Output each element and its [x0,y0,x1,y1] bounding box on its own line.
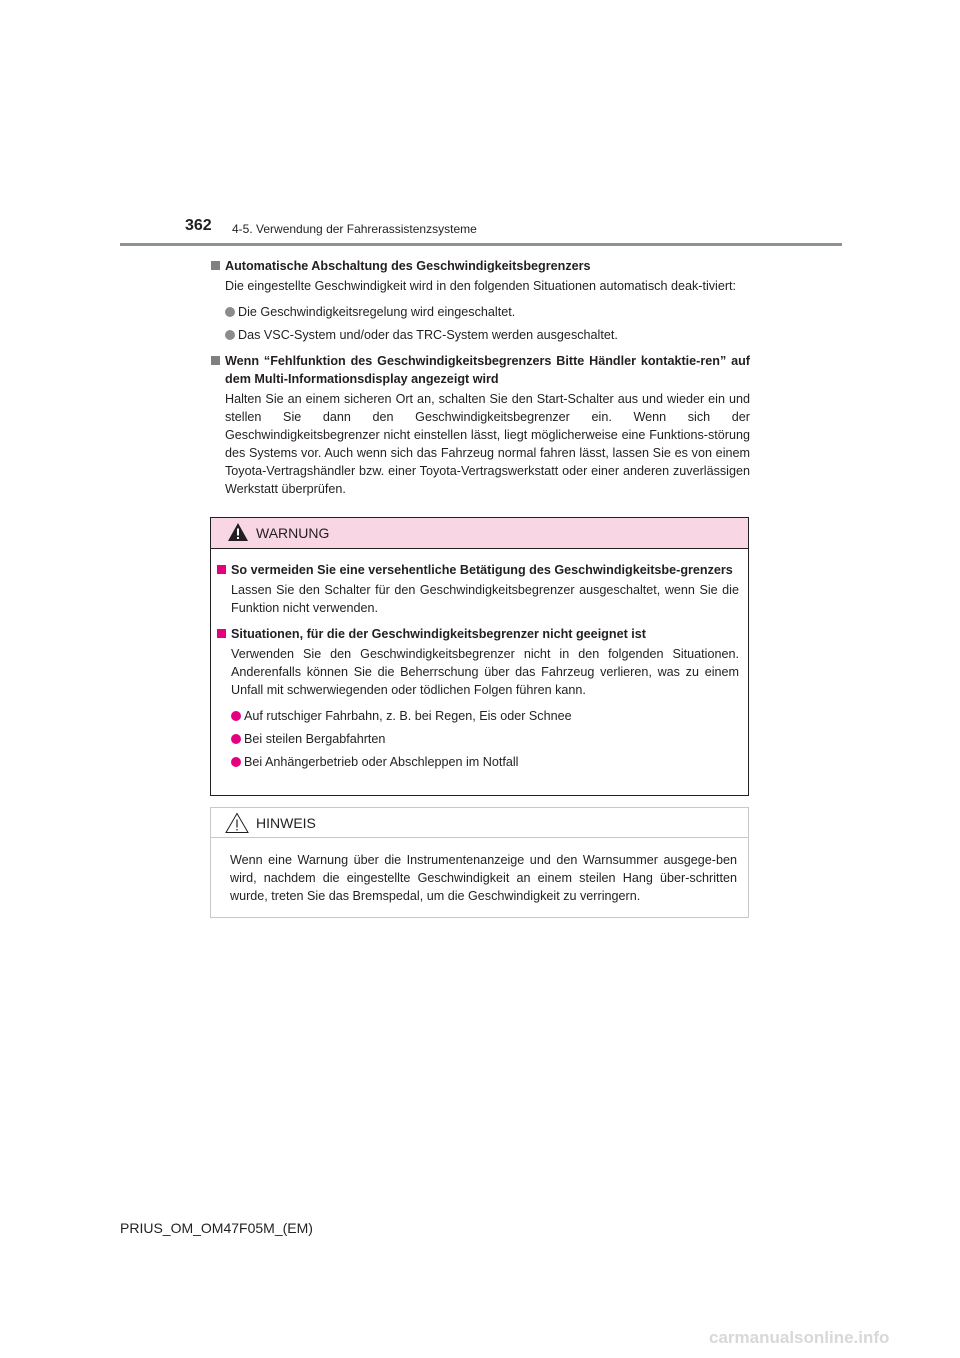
square-bullet-icon [217,565,226,574]
note-text: Wenn eine Warnung über die Instrumentenanzeige und den Warnsummer ausgege-ben wird, nachdem die eingestellte Geschwindigkeit an einem steilen Hang über-schritten wurde, treten Sie das Bremspedal, um die Geschwindigkeit zu verringern. [230,853,737,903]
warning-triangle-icon [227,522,249,542]
note-title: HINWEIS [256,815,316,831]
warning-body [211,549,748,771]
circle-bullet-icon [231,734,241,744]
list-item: Auf rutschiger Fahrbahn, z. B. bei Regen, Eis oder Schnee [216,707,739,725]
caution-triangle-icon [225,812,249,834]
list-item: Bei Anhängerbetrieb oder Abschleppen im Notfall [216,753,739,771]
list-item: Die Geschwindigkeitsregelung wird eingeschaltet. [210,303,750,321]
warning-paragraph-accidental: Lassen Sie den Schalter für den Geschwindigkeitsbegrenzer ausgeschaltet, wenn Sie die Funktion nicht verwenden. [231,583,739,615]
warning-header [211,518,748,549]
paragraph-malfunction: Halten Sie an einem sicheren Ort an, schalten Sie den Start-Schalter aus und wieder ein und stellen Sie dann den Geschwindigkeitsbegrenzer ein. Wenn sich der Geschwindigkeitsbegrenzer nicht einstellen lässt, liegt möglicherweise eine Funktions-störung des Systems vor. Auch wenn sich das Fahrzeug normal fahren lässt, lassen Sie es von einem Toyota-Vertragshändler bzw. einer Toyota-Vertragswerkstatt oder einer anderen zuverlässigen Werkstatt überprüfen. [225,392,750,496]
subheading-auto-shutoff: Automatische Abschaltung des Geschwindigkeitsbegrenzers [210,257,750,275]
page-number: 362 [185,217,212,234]
watermark: carmanualsonline.info [709,1328,890,1347]
circle-bullet-icon [225,307,235,317]
list-item: Das VSC-System und/oder das TRC-System werden ausgeschaltet. [210,326,750,344]
paragraph-auto-shutoff: Die eingestellte Geschwindigkeit wird in den folgenden Situationen automatisch deak-tiviert: [225,279,737,293]
warning-subheading-situations: Situationen, für die der Geschwindigkeitsbegrenzer nicht geeignet ist [216,625,739,643]
header-rule [120,243,842,246]
main-content [210,255,750,498]
list-item: Bei steilen Bergabfahrten [216,730,739,748]
square-bullet-icon [217,629,226,638]
warning-title: WARNUNG [256,525,330,541]
circle-bullet-icon [231,757,241,767]
warning-paragraph-situations: Verwenden Sie den Geschwindigkeitsbegrenzer nicht in den folgenden Situationen. Anderenfalls können Sie die Beherrschung über das Fahrzeug verlieren, was zu einem Unfall mit schwerwiegenden oder tödlichen Folgen führen kann. [231,647,739,697]
note-header [211,808,748,838]
subheading-malfunction: Wenn “Fehlfunktion des Geschwindigkeitsbegrenzers Bitte Händler kontaktie-ren” auf dem Multi-Informationsdisplay angezeigt wird [210,352,750,388]
square-bullet-icon [211,356,220,365]
footer-code: PRIUS_OM_OM47F05M_(EM) [120,1220,313,1236]
section-title: 4-5. Verwendung der Fahrerassistenzsysteme [232,222,477,236]
warning-box [210,517,749,796]
square-bullet-icon [211,261,220,270]
circle-bullet-icon [225,330,235,340]
note-box [210,807,749,918]
circle-bullet-icon [231,711,241,721]
warning-subheading-accidental: So vermeiden Sie eine versehentliche Betätigung des Geschwindigkeitsbe-grenzers [216,561,739,579]
